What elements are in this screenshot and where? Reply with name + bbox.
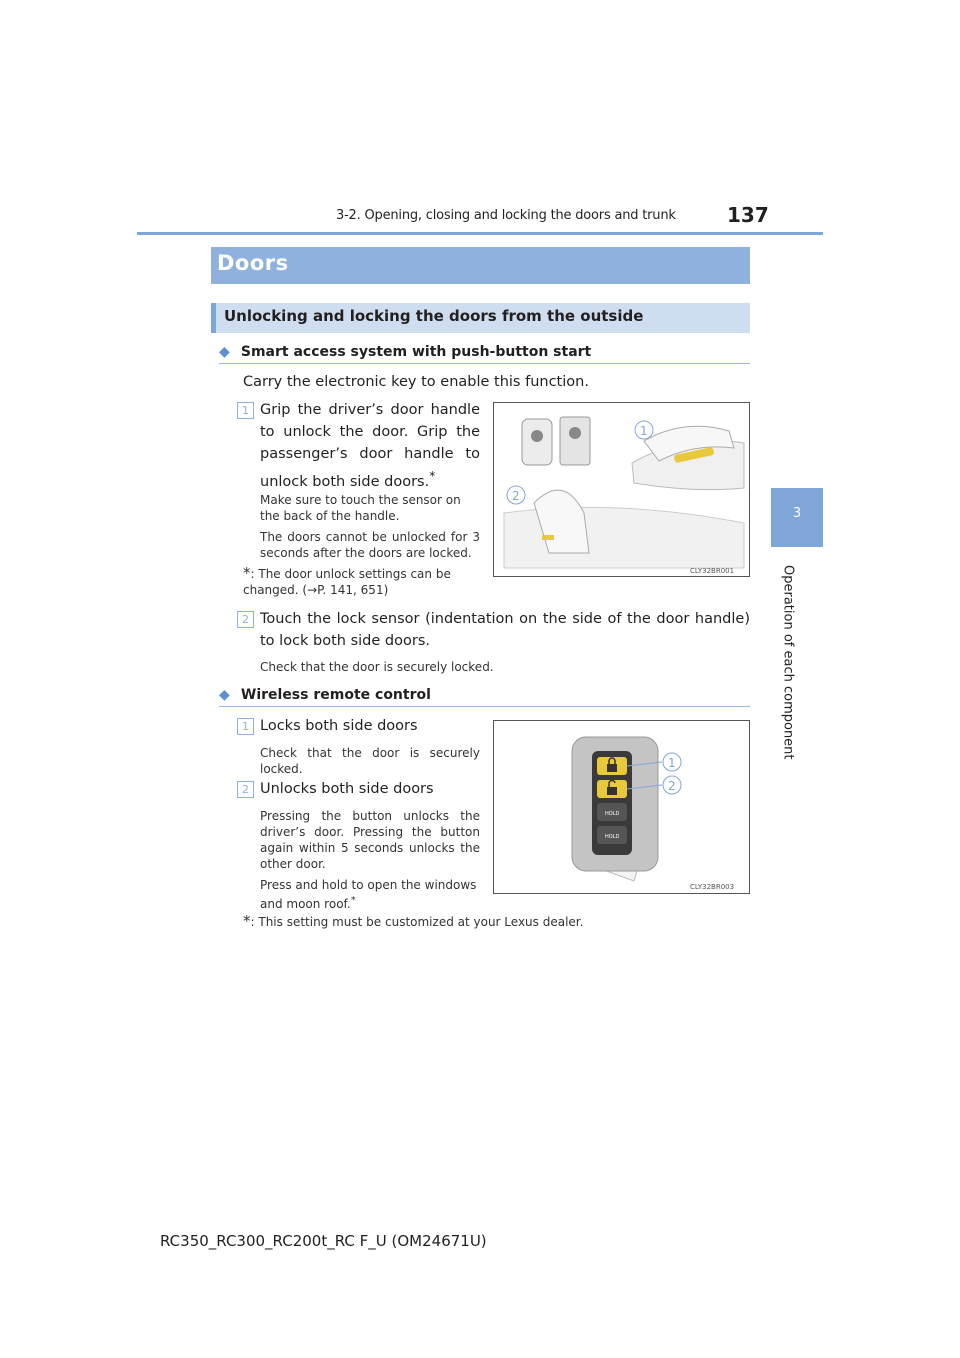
- wireless-heading-rule: [219, 706, 750, 707]
- wireless-heading-text: Wireless remote control: [240, 687, 431, 703]
- diamond-bullet-icon: ◆: [219, 344, 230, 360]
- door-handle-figure: [493, 402, 750, 577]
- figure2-callout-2: 2: [668, 779, 676, 793]
- running-header: 3-2. Opening, closing and locking the doors and trunk: [336, 208, 676, 223]
- smart-step1-text-content: Grip the driver’s door handle to unlock the door. Grip the passenger’s door handle to unlock both side doors.: [260, 402, 480, 490]
- asterisk-mark: *: [429, 469, 436, 483]
- wireless-note1: Check that the door is securely locked.: [260, 746, 480, 776]
- wireless-heading: [219, 684, 431, 703]
- step-number-badge: 1: [237, 402, 254, 419]
- wireless-note3: [260, 877, 480, 912]
- remote-button4-label: HOLD: [605, 834, 620, 840]
- chapter-number: 3: [792, 506, 802, 521]
- remote-key-illustration: [494, 721, 750, 894]
- figure1-callout-1: 1: [640, 424, 648, 438]
- model-footer: RC350_RC300_RC200t_RC F_U (OM24671U): [160, 1232, 487, 1250]
- smart-step2-text: Touch the lock sensor (indentation on the side of the door handle) to lock both side doors.: [260, 611, 750, 649]
- figure2-callout-1: 1: [668, 756, 676, 770]
- smart-note2: The doors cannot be unlocked for 3 seconds after the doors are locked.: [260, 530, 480, 560]
- smart-heading-rule: [219, 363, 750, 364]
- footnote-star: *: [243, 564, 251, 582]
- smart-footnote-text: : The door unlock settings can be changed. (→P. 141, 651): [243, 567, 451, 597]
- step-number-badge: 2: [237, 781, 254, 798]
- smart-note3: Check that the door is securely locked.: [260, 660, 494, 674]
- figure1-code: CLY32BR001: [690, 567, 735, 575]
- section-title: Doors: [217, 251, 289, 275]
- wireless-step1-text: Locks both side doors: [260, 718, 418, 734]
- step-number-badge: 2: [237, 611, 254, 628]
- diamond-bullet-icon: ◆: [219, 687, 230, 703]
- figure2-code: CLY32BR003: [690, 883, 735, 891]
- smart-heading: [219, 341, 591, 360]
- wireless-step2-text: Unlocks both side doors: [260, 781, 434, 797]
- smart-heading-text: Smart access system with push-button start: [240, 344, 592, 360]
- chapter-title-text: Operation of each component: [780, 565, 796, 760]
- wireless-note2: Pressing the button unlocks the driver’s door. Pressing the button again within 5 seconds unlocks the other door.: [260, 809, 480, 871]
- figure1-callout-2: 2: [512, 489, 520, 503]
- subsection-title: Unlocking and locking the doors from the outside: [224, 307, 644, 325]
- smart-note1: Make sure to touch the sensor on the back of the handle.: [260, 493, 461, 523]
- wireless-footnote: [243, 913, 583, 930]
- asterisk-mark: *: [350, 895, 356, 906]
- smart-footnote: [243, 565, 480, 598]
- wireless-note3-text: Press and hold to open the windows and moon roof.: [260, 878, 477, 911]
- step-number-badge: 1: [237, 718, 254, 735]
- footnote-star: *: [243, 912, 251, 930]
- chapter-title-vertical: [775, 565, 801, 760]
- section-bar: [211, 247, 750, 284]
- smart-step1-text: [260, 399, 480, 493]
- header-rule: [137, 232, 823, 235]
- remote-button3-label: HOLD: [605, 811, 620, 817]
- wireless-footnote-text: : This setting must be customized at your Lexus dealer.: [250, 915, 584, 929]
- door-handle-illustration: [494, 403, 750, 577]
- page-number: 137: [727, 203, 769, 227]
- smart-intro: Carry the electronic key to enable this function.: [243, 374, 589, 390]
- remote-key-figure: [493, 720, 750, 894]
